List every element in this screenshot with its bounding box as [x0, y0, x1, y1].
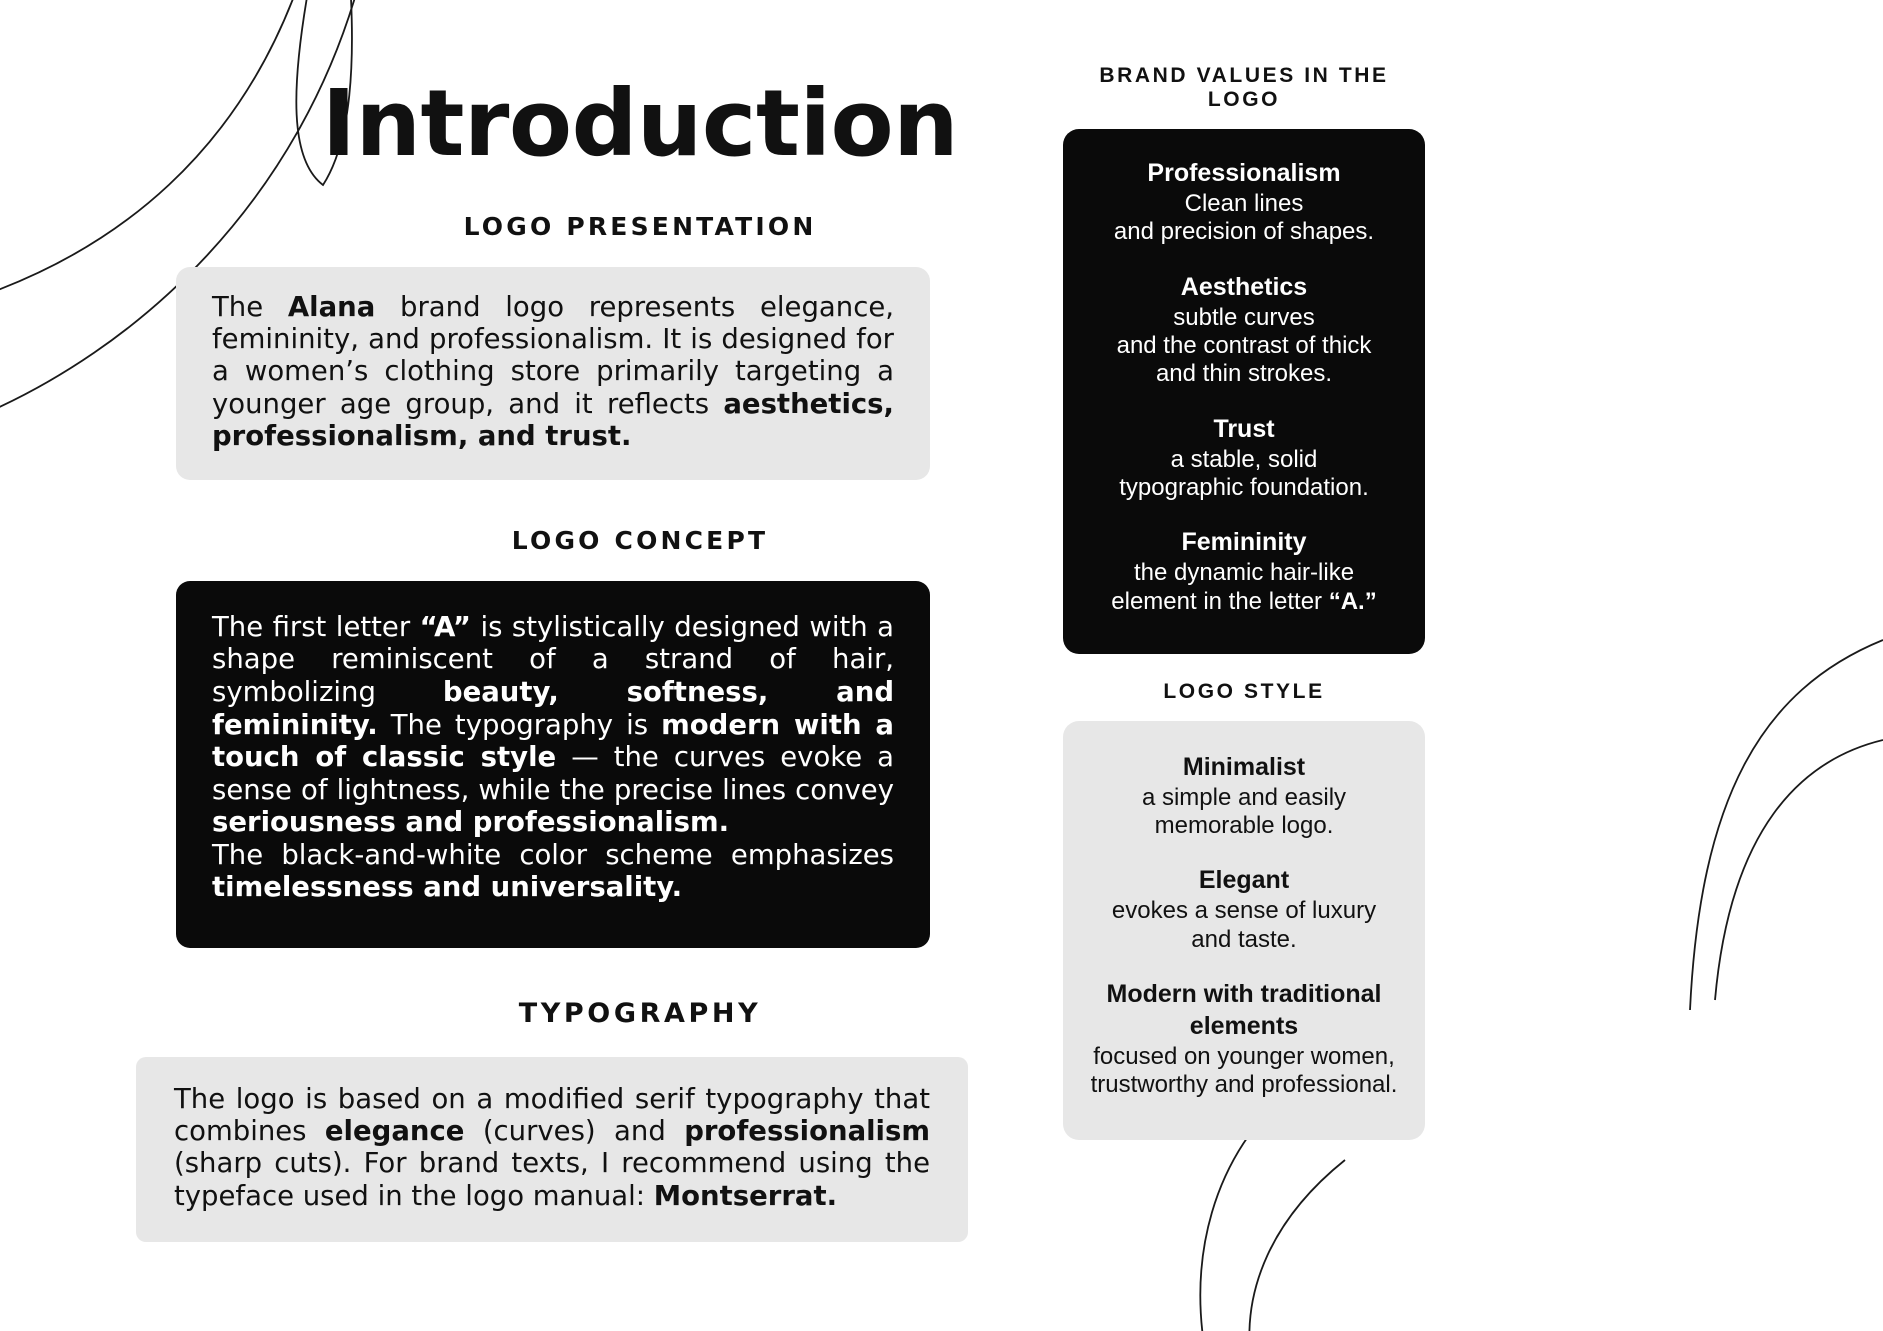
brand-value-item	[1081, 157, 1407, 247]
brand-value-item	[1081, 271, 1407, 389]
section-heading-logo-style: LOGO STYLE	[1163, 679, 1325, 703]
section-heading-brand-values: BRAND VALUES IN THE LOGO	[1099, 64, 1389, 111]
brand-value-item	[1081, 413, 1407, 503]
brand-value-item	[1081, 526, 1407, 616]
brand-value-title: Femininity	[1181, 528, 1307, 557]
logo-style-item	[1081, 751, 1407, 841]
section-heading-typography: TYPOGRAPHY	[518, 998, 762, 1030]
logo-style-title: Elegant	[1198, 866, 1290, 895]
card-brand-values	[1063, 129, 1425, 654]
page-title: Introduction	[321, 70, 959, 177]
brand-value-desc: a stable, solid typographic foundation.	[1119, 445, 1369, 501]
card-logo-presentation	[176, 267, 930, 480]
logo-style-title: Modern with traditional elements	[1106, 980, 1382, 1041]
logo-style-item	[1081, 864, 1407, 954]
brand-value-title: Trust	[1213, 414, 1275, 443]
typography-text: The logo is based on a modified serif typography that combines elegance (curves) and professionalism (sharp cuts). For brand texts, I recommend using the typeface used in the logo manual: Montserrat.	[174, 1083, 931, 1212]
card-typography	[136, 1057, 968, 1242]
logo-style-desc: evokes a sense of luxury and taste.	[1111, 897, 1377, 953]
section-heading-logo-presentation: LOGO PRESENTATION	[463, 212, 817, 241]
right-column	[1063, 0, 1503, 1140]
logo-concept-text: The first letter “A” is stylistically designed with a shape reminiscent of a strand of hair, symbolizing beauty, softness, and femininity. The typography is modern with a touch of classic style — the curves evoke a sense of lightness, while the precise lines convey seriousness and professionalism. The black-and-white color scheme emphasizes timelessness and universality.	[212, 610, 895, 904]
left-column	[160, 0, 1120, 1242]
logo-style-desc: a simple and easily memorable logo.	[1141, 783, 1347, 840]
section-heading-logo-concept: LOGO CONCEPT	[511, 525, 769, 555]
card-logo-concept	[176, 581, 930, 948]
brand-value-desc: the dynamic hair-like element in the letter “A.”	[1111, 559, 1377, 615]
logo-style-title: Minimalist	[1182, 752, 1306, 781]
brand-value-desc: Clean lines and precision of shapes.	[1113, 190, 1375, 246]
logo-presentation-text: The Alana brand logo represents elegance, femininity, and professionalism. It is designed for a women’s clothing store primarily targeting a younger age group, and it reflects aesthetics, professionalism, and trust.	[212, 291, 894, 452]
card-logo-style	[1063, 721, 1425, 1140]
logo-style-item	[1081, 978, 1407, 1100]
brand-value-title: Professionalism	[1147, 159, 1341, 187]
brand-value-title: Aesthetics	[1180, 272, 1308, 301]
brand-value-desc: subtle curves and the contrast of thick and thin strokes.	[1116, 303, 1372, 388]
logo-style-desc: focused on younger women, trustworthy and professional.	[1090, 1043, 1398, 1099]
